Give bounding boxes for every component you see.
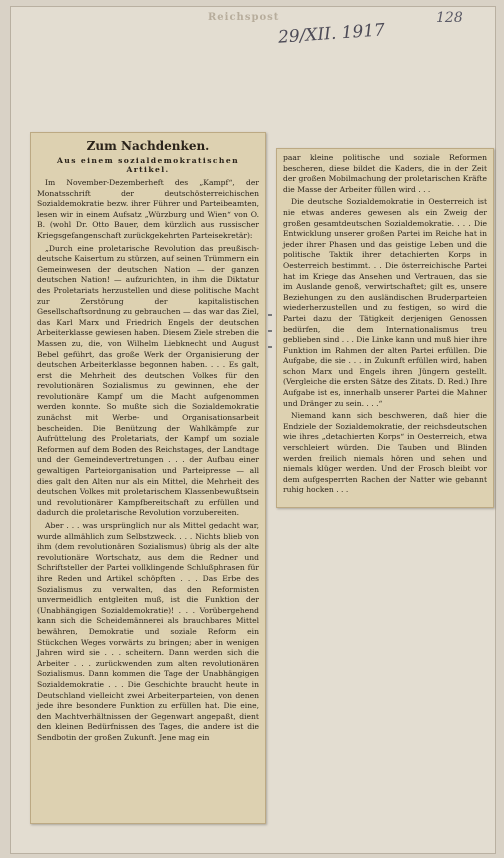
article-subtitle: Aus einem sozialdemokratischen Artikel. <box>56 156 239 174</box>
paragraph: Im November-Dezemberheft des „Kampf“, der Monatsschrift der deutschösterreichischen Sozialdemokratie bezw. ihrer Führer und Parteibeamten, lesen wir in einem Aufsatz „Würzburg und Wien“ von O. B. (wohl Dr. Otto Bauer, dem kürzlich aus russischer Kriegsgefangenschaft zurückgekehrten Parteisekretär): <box>37 178 259 240</box>
page-number: 128 <box>436 10 463 26</box>
paragraph: Aber . . . was ursprünglich nur als Mittel gedacht war, wurde allmählich zum Selbstzweck. . . . Nichts blieb von ihm (dem revolutionären Sozialismus) übrig als der alte revolutionäre Wortschatz, aus dem die Redner und Schriftsteller der Partei vollklingende Schlußphrasen für ihre Reden und Artikel schöpften . . . Das Erbe des Sozialismus zu verwalten, das den Reformisten unvermeidlich entgleiten muß, ist die Funktion der (Unabhängigen Sozialdemokratie)! . . . Vorübergehend kann sich die Scheidemännerei als brauchbares Mittel bewähren, Demokratie und soziale Reform ein Stückchen Weges vorwärts zu bringen; aber in wenigen Jahren wird sie . . . scheitern. Dann werden sich die Arbeiter . . . zurückwenden zum alten revolutionären Sozialismus. Dann kommen die Tage der Unabhängigen Sozialdemokratie . . . Die Geschichte braucht heute in Deutschland vielleicht zwei Arbeiterparteien, von denen jede ihre besondere Funktion zu erfüllen hat. Die eine, den Machtverhältnissen der Gegenwart angepaßt, dient den kleinen Bedürfnissen des Tages, die andere ist die Sendbotin der großen Zukunft. Jene mag ein <box>37 521 259 742</box>
newspaper-stamp: Reichspost <box>208 12 280 23</box>
margin-mark <box>268 330 272 332</box>
paragraph: „Durch eine proletarische Revolution das preußisch-deutsche Kaisertum zu stürzen, auf seinen Trümmern ein Gemeinwesen der deutschen Nation — der ganzen deutschen Nation! — aufzurichten, in ihm die Diktatur des Proletariats herzustellen und diese politische Macht zur Zerstörung der kapitalistischen Gesellschaftsordnung zu gebrauchen — das war das Ziel, das Karl Marx und Friedrich Engels der deutschen Arbeiterklasse gewiesen haben. Diesem Ziele streben die Massen zu, die, von Wilhelm Liebknecht und August Bebel geführt, das große Werk der Organisierung der deutschen Arbeiterklasse begonnen haben. . . . Es galt, erst die Mehrheit des deutschen Volkes für den revolutionären Sozialismus zu gewinnen, ehe der revolutionäre Kampf um die Macht aufgenommen werden konnte. So mußte sich die Sozialdemokratie zunächst mit Werbe- und Organisationsarbeit bescheiden. Die Benützung der Wahlkämpfe zur Aufrüttelung des Proletariats, der Kampf um soziale Reformen auf dem Boden des Reichstages, der Landtage und der Gemeindevertretungen . . . der Aufbau einer gewaltigen Parteiorganisation und Parteipresse — all dies galt den Alten nur als ein Mittel, die Mehrheit des deutschen Volkes mit proletarischem Klassenbewußtsein und revolutionärer Kampfbereitschaft zu erfüllen und dadurch die proletarische Revolution vorzubereiten. <box>37 243 259 518</box>
margin-mark <box>268 346 272 348</box>
paragraph: Niemand kann sich beschweren, daß hier die Endziele der Sozialdemokratie, der reichsdeutschen wie ihres „detachierten Korps“ in Oesterreich, etwa verschleiert würden. Die Tauben und Blinden werden freilich niemals hören und sehen und niemals klüger werden. Und der Frosch bleibt vor dem aufgesperrten Rachen der Natter wie gebannt ruhig hocken . . . <box>283 411 487 495</box>
paragraph: paar kleine politische und soziale Reformen bescheren, diese bildet die Kaders, die in der Zeit der großen Mobilmachung der proletarischen Kräfte die Masse der Arbeiter füllen wird . . . <box>283 153 487 194</box>
handwritten-date: 29/XII. 1917 <box>277 20 386 48</box>
clipping-right <box>276 148 494 508</box>
paragraph: Die deutsche Sozialdemokratie in Oesterreich ist nie etwas anderes gewesen als ein Zweig der großen gesamtdeutschen Sozialdemokratie. . . . Die Entwicklung unserer großen Partei im Reiche hat in jeder ihrer Phasen und das geistige Leben und die politische Taktik ihrer detachierten Korps in Oesterreich bestimmt. . . Die österreichische Partei hat im Kriege das Ansehen und Vertrauen, das sie im Auslande genoß, verwirtschaftet; gilt es, unsere Beziehungen zu den ausländischen Bruderparteien wiederherzustellen und zu festigen, so wird die Partei dazu der Tätigkeit derjenigen Genossen bedürfen, die dem Internationalismus treu geblieben sind . . . Die Linke kann und muß hier ihre Funktion im Rahmen der alten Partei erfüllen. Die Aufgabe, die sie . . . in Zukunft erfüllen wird, haben schon Marx und Engels ihren Jüngern gestellt. (Vergleiche die ersten Sätze des Zitats. D. Red.) Ihre Aufgabe ist es, innerhalb unserer Partei die Mahner und Dränger zu sein. . . .“ <box>283 197 487 408</box>
article-title: Zum Nachdenken. <box>86 139 210 153</box>
margin-mark <box>268 314 272 316</box>
left-column <box>31 133 265 749</box>
clipping-left <box>30 132 266 824</box>
right-column <box>277 149 493 502</box>
